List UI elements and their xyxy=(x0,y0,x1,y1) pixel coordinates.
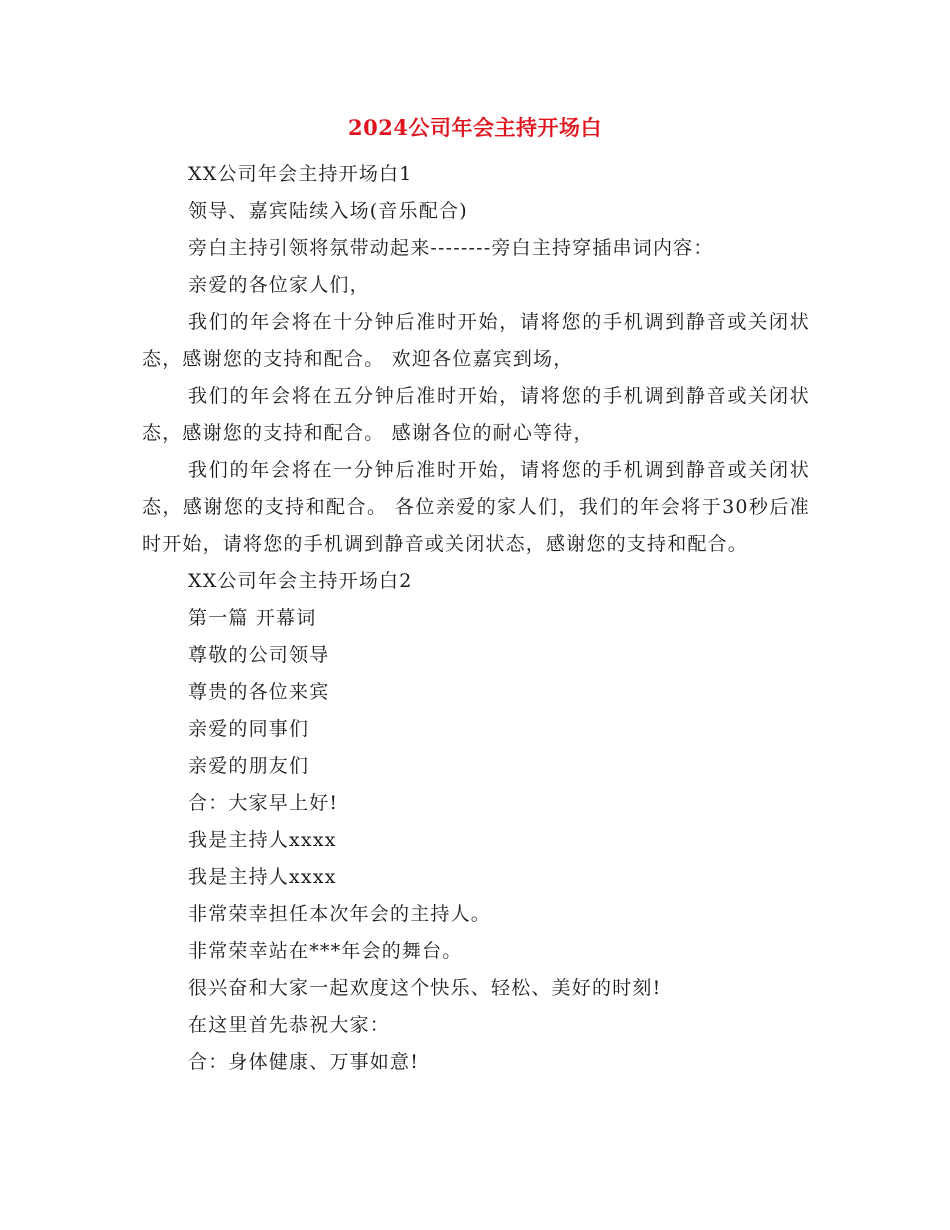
document-body xyxy=(142,156,810,1081)
paragraph: 尊贵的各位来宾 xyxy=(188,681,330,703)
paragraph: 第一篇 开幕词 xyxy=(188,607,317,629)
paragraph: 亲爱的朋友们 xyxy=(188,755,310,777)
paragraph: 合：大家早上好! xyxy=(188,792,339,814)
paragraph: 尊敬的公司领导 xyxy=(188,644,330,666)
paragraph: 很兴奋和大家一起欢度这个快乐、轻松、美好的时刻! xyxy=(188,977,662,999)
paragraph: 合：身体健康、万事如意! xyxy=(188,1051,420,1073)
paragraph: XX公司年会主持开场白1 xyxy=(188,163,413,185)
paragraph: 亲爱的各位家人们， xyxy=(188,274,370,296)
paragraph: 旁白主持引领将氛带动起来--------旁白主持穿插串词内容： xyxy=(188,237,714,259)
paragraph: 我们的年会将在一分钟后准时开始，请将您的手机调到静音或关闭状态，感谢您的支持和配合。 各位亲爱的家人们，我们的年会将于30秒后准时开始，请将您的手机调到静音或关闭状态，感谢您的支持和配合。 xyxy=(142,459,810,555)
paragraph: 在这里首先恭祝大家： xyxy=(188,1014,391,1036)
document-title: 2024公司年会主持开场白 xyxy=(348,115,602,140)
paragraph: 亲爱的同事们 xyxy=(188,718,310,740)
paragraph: 领导、嘉宾陆续入场(音乐配合) xyxy=(188,200,468,222)
paragraph: 我们的年会将在五分钟后准时开始，请将您的手机调到静音或关闭状态，感谢您的支持和配合。 感谢各位的耐心等待， xyxy=(142,385,810,444)
paragraph: 我是主持人xxxx xyxy=(188,829,337,851)
paragraph: XX公司年会主持开场白2 xyxy=(188,570,413,592)
paragraph: 非常荣幸站在***年会的舞台。 xyxy=(188,940,463,962)
paragraph: 非常荣幸担任本次年会的主持人。 xyxy=(188,903,492,925)
paragraph: 我是主持人xxxx xyxy=(188,866,337,888)
paragraph: 我们的年会将在十分钟后准时开始，请将您的手机调到静音或关闭状态，感谢您的支持和配合。 欢迎各位嘉宾到场， xyxy=(142,311,810,370)
